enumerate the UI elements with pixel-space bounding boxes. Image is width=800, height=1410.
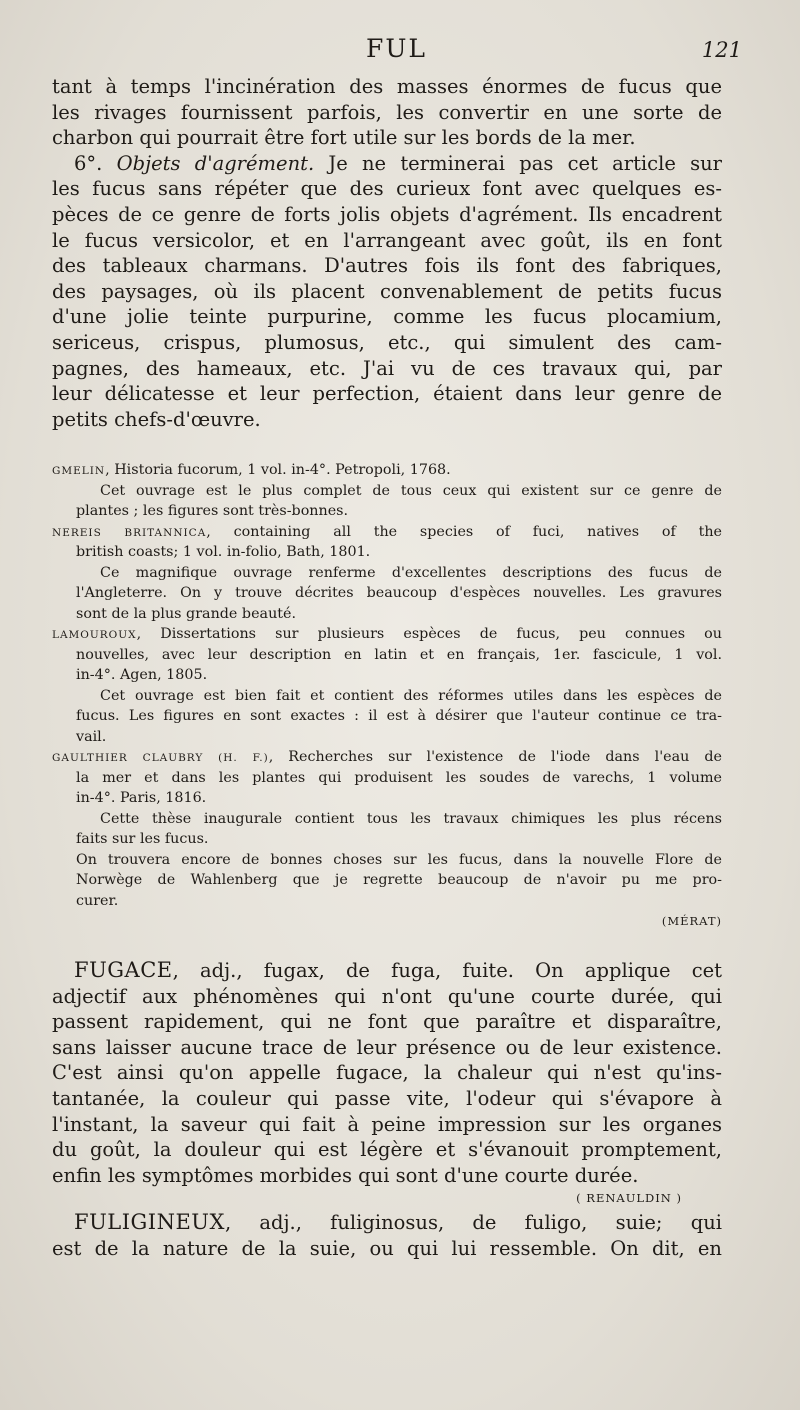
- text-line: pagnes, des hameaux, etc. J'ai vu de ces travaux qui, par: [52, 356, 722, 380]
- bib-entry-gmelin: [52, 460, 722, 481]
- text-line: adjectif aux phénomènes qui n'ont qu'une courte durée, qui: [52, 984, 722, 1008]
- bib-title: , Historia fucorum, 1 vol. in-4°. Petropoli, 1768.: [105, 462, 451, 478]
- text-line: C'est ainsi qu'on appelle fugace, la chaleur qui n'est qu'ins-: [52, 1061, 722, 1085]
- bib-entry-gaulthier: [52, 747, 722, 768]
- bib-author: NEREIS BRITANNICA: [52, 526, 207, 539]
- bib-note-line: plantes ; les figures sont très-bonnes.: [76, 503, 349, 519]
- bib-note-line: Cet ouvrage est le plus complet de tous ceux qui existent sur ce genre de: [100, 482, 722, 499]
- section-number: 6°.: [74, 151, 103, 175]
- article-fugace: [52, 958, 722, 1209]
- text-line: des tableaux charmans. D'autres fois ils font des fabriques,: [52, 254, 722, 278]
- bib-closing-line: On trouvera encore de bonnes choses sur les fucus, dans la nouvelle Flore de: [76, 851, 722, 868]
- bib-entry-lamouroux: [52, 624, 722, 645]
- article-fucus: [52, 74, 722, 432]
- text-line: d'une jolie teinte purpurine, comme les fucus plocamium,: [52, 305, 722, 329]
- entry-heading-line: FULIGINEUX, adj., fuliginosus, de fuligo, suie; qui: [74, 1210, 722, 1234]
- bib-closing-line: curer.: [76, 892, 119, 909]
- text-line: le fucus versicolor, et en l'arrangeant avec goût, ils en font: [52, 228, 722, 252]
- bib-note-line: faits sur les fucus.: [76, 831, 209, 847]
- section-heading-line: 6°. Objets d'agrément. Je ne terminerai pas cet article sur: [74, 151, 722, 175]
- text-line: petits chefs-d'œuvre.: [52, 407, 261, 431]
- bib-author: GMELIN: [52, 465, 106, 477]
- bib-title-line: nouvelles, avec leur description en latin et en français, 1er. fascicule, 1 vol.: [76, 646, 722, 663]
- text-line: tantanée, la couleur qui passe vite, l'odeur qui s'évapore à: [52, 1086, 722, 1110]
- text-line: du goût, la douleur qui est légère et s'évanouit promptement,: [52, 1138, 722, 1162]
- text-line: les rivages fournissent parfois, les convertir en une sorte de: [52, 100, 722, 124]
- text-line: leur délicatesse et leur perfection, étaient dans leur genre de: [52, 382, 722, 406]
- bib-note-line: l'Angleterre. On y trouve décrites beaucoup d'espèces nouvelles. Les gravures: [76, 585, 722, 601]
- text-line: pèces de ce genre de forts jolis objets d'agrément. Ils encadrent: [52, 202, 722, 226]
- text-line: les fucus sans répéter que des curieux font avec quelques es-: [52, 177, 722, 201]
- text-line: enfin les symptômes morbides qui sont d'une courte durée.: [52, 1163, 639, 1187]
- bib-note-line: vail.: [76, 728, 107, 745]
- section-title: Objets d'agrément.: [116, 151, 315, 175]
- bib-note-line: Cette thèse inaugurale contient tous les travaux chimiques les plus récens: [100, 810, 722, 827]
- bib-title-line: in-4°. Agen, 1805.: [76, 667, 208, 683]
- signature-merat: (MÉRAT): [661, 914, 722, 928]
- bibliography: [52, 460, 722, 932]
- page-number: 121: [701, 38, 742, 62]
- bib-title-line: british coasts; 1 vol. in-folio, Bath, 1801.: [76, 544, 371, 560]
- text-line: des paysages, où ils placent convenablement de petits fucus: [52, 279, 722, 303]
- running-head: FUL: [366, 34, 428, 63]
- bib-note-line: Cet ouvrage est bien fait et contient des réformes utiles dans les espèces de: [100, 687, 722, 704]
- text-line: passent rapidement, qui ne font que paraître et disparaître,: [52, 1010, 722, 1034]
- text-line: sans laisser aucune trace de leur présence ou de leur existence.: [52, 1035, 722, 1059]
- text-line: sericeus, crispus, plumosus, etc., qui simulent des cam-: [52, 330, 722, 354]
- signature-renauldin: ( RENAULDIN ): [576, 1191, 682, 1206]
- article-fuligineux: [52, 1210, 722, 1261]
- entry-heading-line: FUGACE, adj., fugax, de fuga, fuite. On applique cet: [74, 958, 722, 982]
- text-line: tant à temps l'incinération des masses énormes de fucus que: [52, 75, 722, 98]
- text-line: charbon qui pourrait être fort utile sur les bords de la mer.: [52, 126, 636, 150]
- bib-title: , Dissertations sur plusieurs espèces de fucus, peu connues ou: [136, 626, 722, 642]
- bib-author: LAMOUROUX: [52, 629, 137, 641]
- text-line: est de la nature de la suie, ou qui lui ressemble. On dit, en: [52, 1236, 722, 1260]
- headword-fugace: FUGACE: [74, 958, 173, 982]
- bib-title: , Recherches sur l'existence de l'iode dans l'eau de: [268, 749, 722, 765]
- text-line: l'instant, la saveur qui fait à peine impression sur les organes: [52, 1112, 722, 1136]
- bib-title-line: in-4°. Paris, 1816.: [76, 790, 207, 806]
- bib-note-line: Ce magnifique ouvrage renferme d'excellentes descriptions des fucus de: [100, 564, 722, 581]
- bib-closing-line: Norwège de Wahlenberg que je regrette beaucoup de n'avoir pu me pro-: [76, 872, 722, 888]
- headword-fuligineux: FULIGINEUX: [74, 1210, 225, 1234]
- bib-note-line: sont de la plus grande beauté.: [76, 605, 297, 622]
- page-header: [0, 34, 800, 70]
- bib-title-line: la mer et dans les plantes qui produisent les soudes de varechs, 1 volume: [76, 769, 722, 786]
- bib-entry-nereis: [52, 522, 722, 543]
- bib-title: , containing all the species of fuci, natives of the: [206, 523, 722, 540]
- bib-note-line: fucus. Les figures en sont exactes : il est à désirer que l'auteur continue ce tra-: [76, 708, 722, 724]
- bib-author: GAULTHIER CLAUBRY (H. F.): [52, 752, 269, 764]
